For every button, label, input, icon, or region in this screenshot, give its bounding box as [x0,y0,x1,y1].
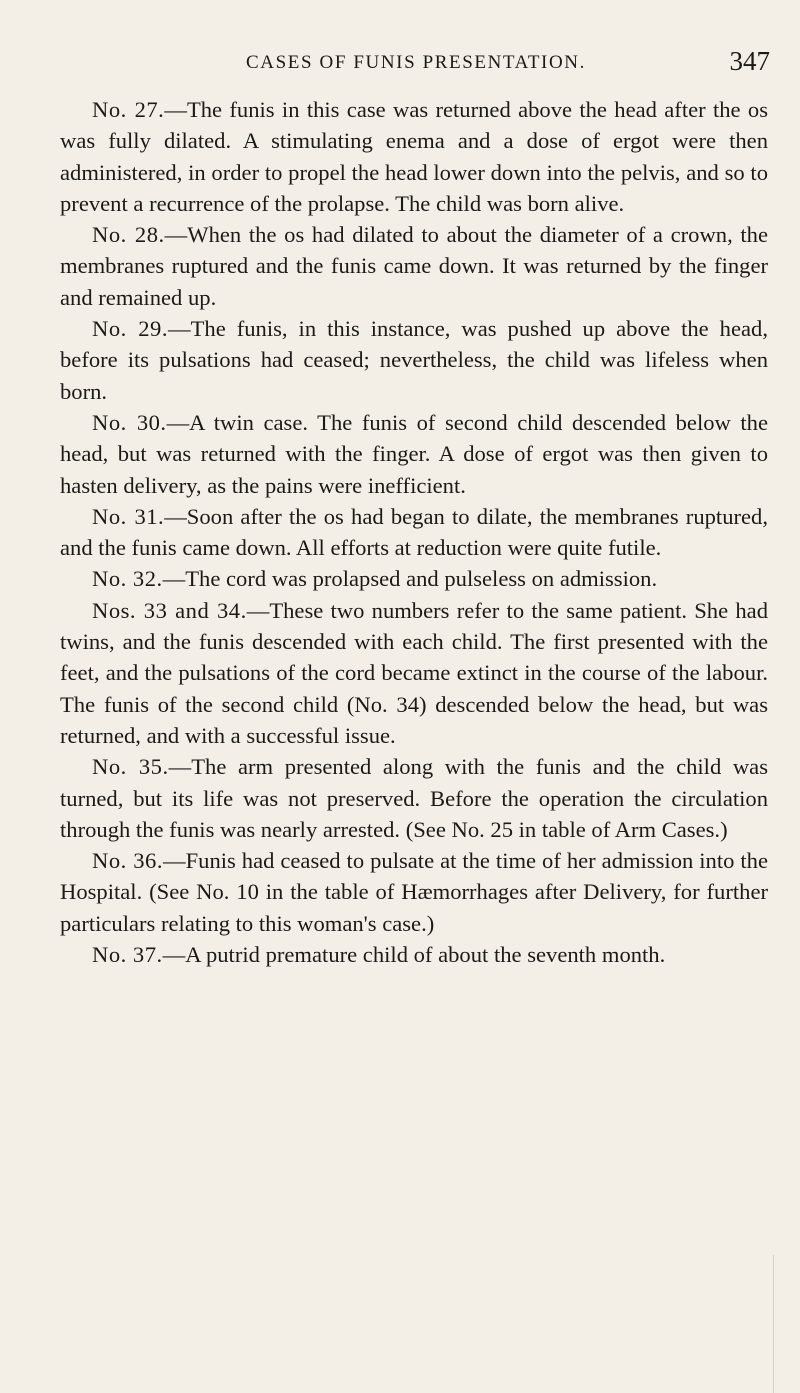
case-paragraph [60,219,768,313]
page-edge-line [773,1255,774,1393]
case-number: No. 31. [92,503,165,529]
case-number: Nos. 33 and 34. [92,597,247,623]
case-text: —These two numbers refer to the same patient. She had twins, and the funis descended with each child. The first presented with the feet, and the pulsations of the cord became extinct in the course of the labour. The funis of the second child (No. 34) descended below the head, but was returned, and with a successful issue. [60,597,768,748]
case-paragraph [60,94,768,219]
case-paragraph [60,595,768,751]
case-text: —The arm presented along with the funis and the child was turned, but its life was not preserved. Before the operation the circulation through the funis was nearly arrested. (See No. 25 in table of Arm Cases.) [60,754,769,842]
case-paragraph [60,563,768,594]
case-number: No. 32. [92,566,163,592]
running-head: CASES OF FUNIS PRESENTATION. [246,52,586,73]
case-text: —Soon after the os had began to dilate, the membranes ruptured, and the funis came down. All efforts at reduction were quite futile. [60,503,768,561]
case-text: —The funis in this case was returned above the head after the os was fully dilated. A stimulating enema and a dose of ergot were then administered, in order to propel the head lower down into the pelvis, and so to prevent a recurrence of the prolapse. The child was born alive. [60,97,769,216]
case-number: No. 37. [92,942,163,968]
case-paragraph [60,751,768,845]
case-text: —Funis had ceased to pulsate at the time of her admission into the Hospital. (See No. 10 in the table of Hæmorrhages after Delivery, for further particulars relating to this woman's case.) [60,848,768,936]
case-number: No. 35. [92,754,169,780]
case-paragraph [60,501,768,564]
case-paragraph [60,313,768,407]
case-number: No. 27. [92,97,165,122]
case-number: No. 29. [92,316,168,342]
case-number: No. 36. [92,848,163,874]
case-paragraph [60,407,768,501]
case-text: —The funis, in this instance, was pushed up above the head, before its pulsations had ceased; nevertheless, the child was lifeless when born. [60,316,768,404]
page-number: 347 [729,46,770,76]
case-text: —A twin case. The funis of second child descended below the head, but was returned with the finger. A dose of ergot was then given to hasten delivery, as the pains were inefficient. [60,409,768,498]
case-paragraph [60,939,768,970]
body-text [60,94,768,970]
case-number: No. 28. [92,222,165,248]
case-text: —A putrid premature child of about the seventh month. [162,942,666,968]
page-header [62,46,770,86]
case-text: —The cord was prolapsed and pulseless on admission. [162,566,658,592]
case-paragraph [60,845,768,939]
case-number: No. 30. [92,409,167,435]
case-text: —When the os had dilated to about the diameter of a crown, the membranes ruptured and the funis came down. It was returned by the finger and remained up. [60,222,768,310]
